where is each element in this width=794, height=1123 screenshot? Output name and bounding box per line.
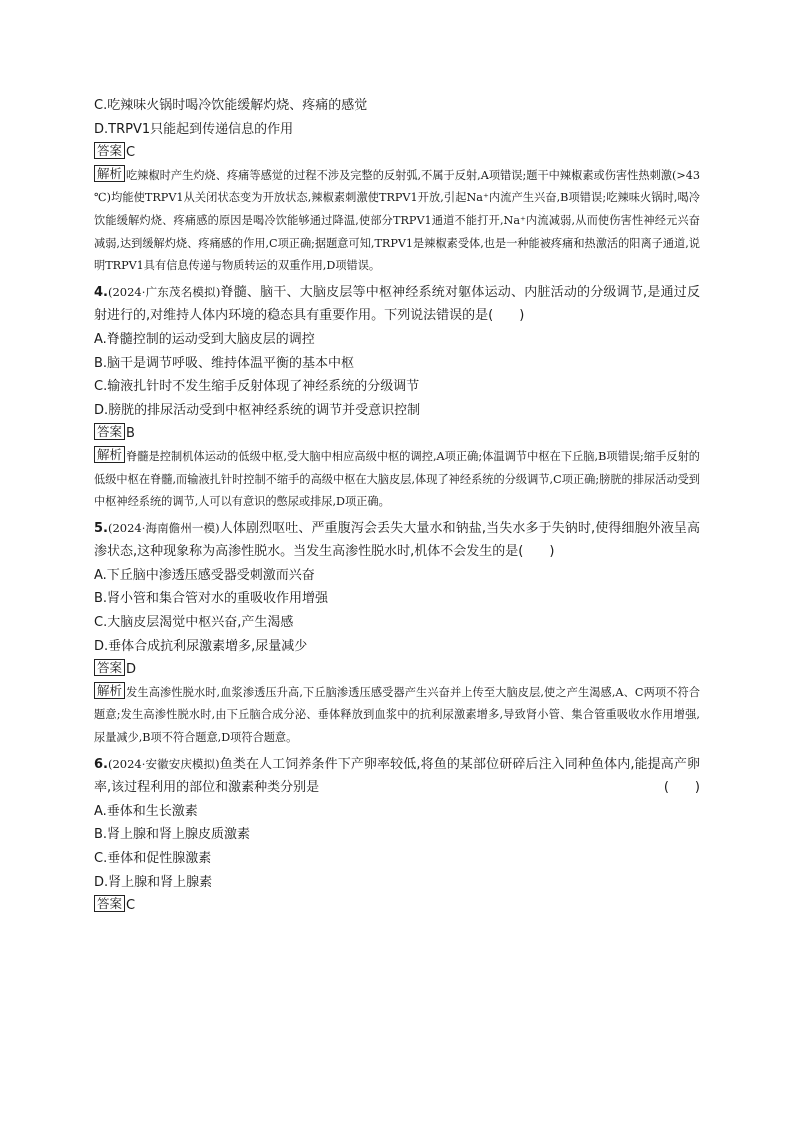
q3-explanation [94, 165, 700, 278]
question-text: 人体剧烈呕吐、严重腹泻会丢失大量水和钠盐,当失水多于失钠时,使得细胞外液呈高渗状态,这种现象称为高渗性脱水。当发生高渗性脱水时,机体不会发生的是( ) [94, 520, 700, 560]
explanation-text: 吃辣椒时产生灼烧、疼痛等感觉的过程不涉及完整的反射弧,不属于反射,A项错误;题干中辣椒素或伤害性热刺激(>43 ℃)均能使TRPV1从关闭状态变为开放状态,辣椒素刺激使TRPV1开放,引起Na⁺内流产生兴奋,B项错误;吃辣味火锅时,喝冷饮能缓解灼烧、疼痛感的原因是喝冷饮能够通过降温,使部分TRPV1通道不能打开,Na⁺内流减弱,从而使伤害性神经元兴奋减弱,达到缓解灼烧、疼痛感的作用,C项正确;据题意可知,TRPV1是辣椒素受体,也是一种能被疼痛和热激活的阳离子通道,说明TRPV1具有信息传递与物质转运的双重作用,D项错误。 [94, 168, 700, 273]
document-page [94, 94, 700, 918]
q6-option-d: D.肾上腺和肾上腺素 [94, 874, 213, 890]
q6-option-c: C.垂体和促性腺激素 [94, 851, 212, 866]
answer-label: 答案 [94, 142, 125, 159]
answer-label: 答案 [94, 659, 125, 676]
q4-option-a: A.脊髓控制的运动受到大脑皮层的调控 [94, 331, 315, 347]
q6-stem [94, 753, 700, 800]
q5-option-b: B.肾小管和集合管对水的重吸收作用增强 [94, 591, 329, 607]
explanation-label: 解析 [94, 165, 125, 182]
question-source: (2024·安徽安庆模拟) [107, 756, 220, 771]
answer-value: D [126, 662, 137, 678]
q3-answer [94, 141, 700, 165]
answer-label: 答案 [94, 895, 125, 912]
explanation-text: 发生高渗性脱水时,血浆渗透压升高,下丘脑渗透压感受器产生兴奋并上传至大脑皮层,使之产生渴感,A、C两项不符合题意;发生高渗性脱水时,由下丘脑合成分泌、垂体释放到血浆中的抗利尿激素增多,导致肾小管、集合管重吸收水作用增强,尿量减少,B项不符合题意,D项符合题意。 [94, 685, 700, 745]
explanation-label: 解析 [94, 446, 125, 463]
q5-option-a: A.下丘脑中渗透压感受器受刺激而兴奋 [94, 567, 315, 583]
answer-value: C [126, 145, 136, 161]
q4-option-c: C.输液扎针时不发生缩手反射体现了神经系统的分级调节 [94, 379, 420, 395]
answer-value: C [126, 898, 136, 914]
question-text: 鱼类在人工饲养条件下产卵率较低,将鱼的某部位研碎后注入同种鱼体内,能提高产卵率,该过程利用的部位和激素种类分别是 [94, 756, 700, 796]
answer-blank: ( ) [663, 780, 700, 796]
q5-option-c: C.大脑皮层渴觉中枢兴奋,产生渴感 [94, 615, 294, 631]
explanation-text: 脊髓是控制机体运动的低级中枢,受大脑中相应高级中枢的调控,A项正确;体温调节中枢在下丘脑,B项错误;缩手反射的低级中枢在脊髓,而输液扎针时控制不缩手的高级中枢在大脑皮层,体现了神经系统的分级调节,C项正确;膀胱的排尿活动受到中枢神经系统的调节,人可以有意识的憋尿或排尿,D项正确。 [94, 449, 700, 509]
q4-answer [94, 422, 700, 446]
question-number: 6. [94, 756, 108, 772]
question-source: (2024·海南儋州一模) [107, 520, 220, 535]
answer-value: B [126, 426, 135, 442]
answer-label: 答案 [94, 423, 125, 440]
question-text: 脊髓、脑干、大脑皮层等中枢神经系统对躯体运动、内脏活动的分级调节,是通过反射进行的,对维持人体内环境的稳态具有重要作用。下列说法错误的是( ) [94, 284, 700, 324]
q4-stem [94, 281, 700, 328]
q6-option-a: A.垂体和生长激素 [94, 803, 198, 819]
q5-answer [94, 658, 700, 682]
q3-option-d: D.TRPV1只能起到传递信息的作用 [94, 121, 294, 137]
question-number: 5. [94, 520, 108, 536]
explanation-label: 解析 [94, 682, 125, 699]
q3-option-c: C.吃辣味火锅时喝冷饮能缓解灼烧、疼痛的感觉 [94, 98, 368, 113]
q6-answer [94, 894, 700, 918]
q4-option-b: B.脑干是调节呼吸、维持体温平衡的基本中枢 [94, 355, 355, 371]
q6-option-b: B.肾上腺和肾上腺皮质激素 [94, 827, 251, 843]
q4-option-d: D.膀胱的排尿活动受到中枢神经系统的调节并受意识控制 [94, 402, 421, 418]
q5-stem [94, 517, 700, 564]
question-number: 4. [94, 284, 108, 300]
q5-explanation [94, 682, 700, 750]
q5-option-d: D.垂体合成抗利尿激素增多,尿量减少 [94, 638, 308, 654]
question-source: (2024·广东茂名模拟) [107, 284, 221, 299]
q4-explanation [94, 446, 700, 514]
